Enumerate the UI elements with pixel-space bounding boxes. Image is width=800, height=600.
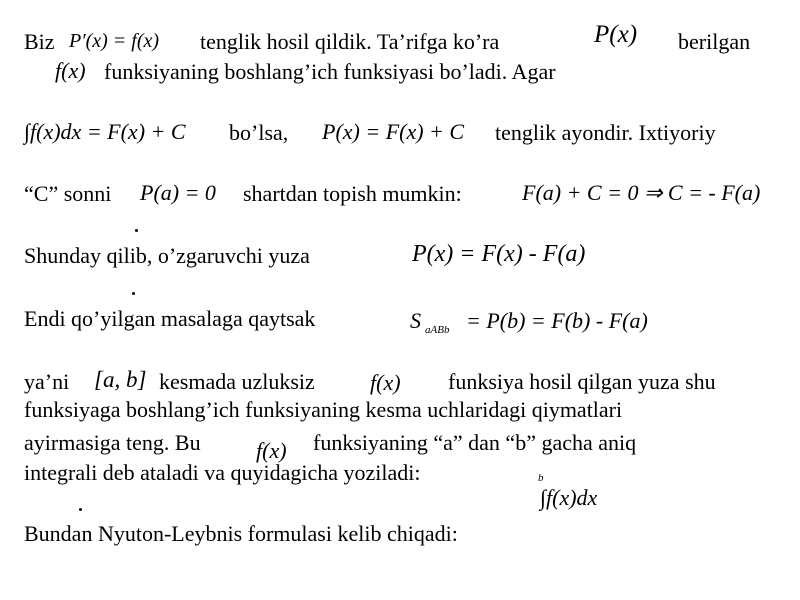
text-shartdan: shartdan topish mumkin:: [243, 181, 462, 206]
stray-dot: [135, 229, 138, 232]
text-funksiya-hosil: funksiya hosil qilgan yuza shu: [448, 369, 716, 394]
formula-S-subscript: aABb: [425, 324, 450, 336]
formula-solve-C: F(a) + C = 0 ⇒ C = - F(a): [522, 180, 761, 205]
formula-fx-1: f(x): [55, 58, 86, 83]
text-berilgan: berilgan: [678, 29, 751, 54]
formula-Px: P(x): [594, 21, 638, 48]
formula-variable-area: P(x) = F(x) - F(a): [412, 241, 586, 267]
formula-definite-integral: ∫f(x)dx: [540, 485, 598, 510]
stray-dot: [132, 292, 135, 295]
text-bolsa: bo’lsa,: [229, 120, 289, 145]
formula-derivative: P′(x) = f(x): [69, 30, 160, 52]
formula-interval: [a, b]: [94, 367, 147, 392]
formula-S: S: [410, 308, 421, 333]
text-tenglik-hosil: tenglik hosil qildik. Ta’rifga ko’ra: [200, 29, 500, 54]
stray-dot: [79, 508, 82, 511]
formula-fx-2: f(x): [370, 370, 401, 395]
text-bundan-nyuton-leybnis: Bundan Nyuton-Leybnis formulasi kelib chiqadi:: [24, 521, 458, 546]
formula-integral-eq: ∫f(x)dx = F(x) + C: [24, 119, 186, 144]
text-integrali-deb: integrali deb ataladi va quyidagicha yoziladi:: [24, 460, 421, 485]
text-line-funksiyaga: funksiyaga boshlang’ich funksiyaning kesma uchlaridagi qiymatlari: [24, 397, 623, 422]
formula-area-result: = P(b) = F(b) - F(a): [466, 308, 648, 333]
formula-fx-3: f(x): [256, 438, 287, 463]
text-ayirmasiga: ayirmasiga teng. Bu: [24, 430, 201, 455]
text-biz: Biz: [24, 29, 55, 54]
text-kesmada: kesmada uzluksiz: [159, 369, 315, 394]
text-shunday-qilib: Shunday qilib, o’zgaruvchi yuza: [24, 243, 310, 268]
text-funksiyaning-a-dan-b: funksiyaning “a” dan “b” gacha aniq: [313, 430, 637, 455]
text-yani: ya’ni: [24, 369, 70, 394]
text-tenglik-ayondir: tenglik ayondir. Ixtiyoriy: [495, 120, 716, 145]
formula-Pa-zero: P(a) = 0: [140, 180, 216, 205]
text-funksiyaning-boshlangich: funksiyaning boshlang’ich funksiyasi bo’ladi. Agar: [104, 59, 556, 84]
integral-upper-limit: b: [538, 472, 544, 484]
text-c-sonni: “C” sonni: [24, 181, 112, 206]
formula-Px-eq: P(x) = F(x) + C: [322, 119, 465, 144]
text-endi-qoyilgan: Endi qo’yilgan masalaga qaytsak: [24, 306, 316, 331]
